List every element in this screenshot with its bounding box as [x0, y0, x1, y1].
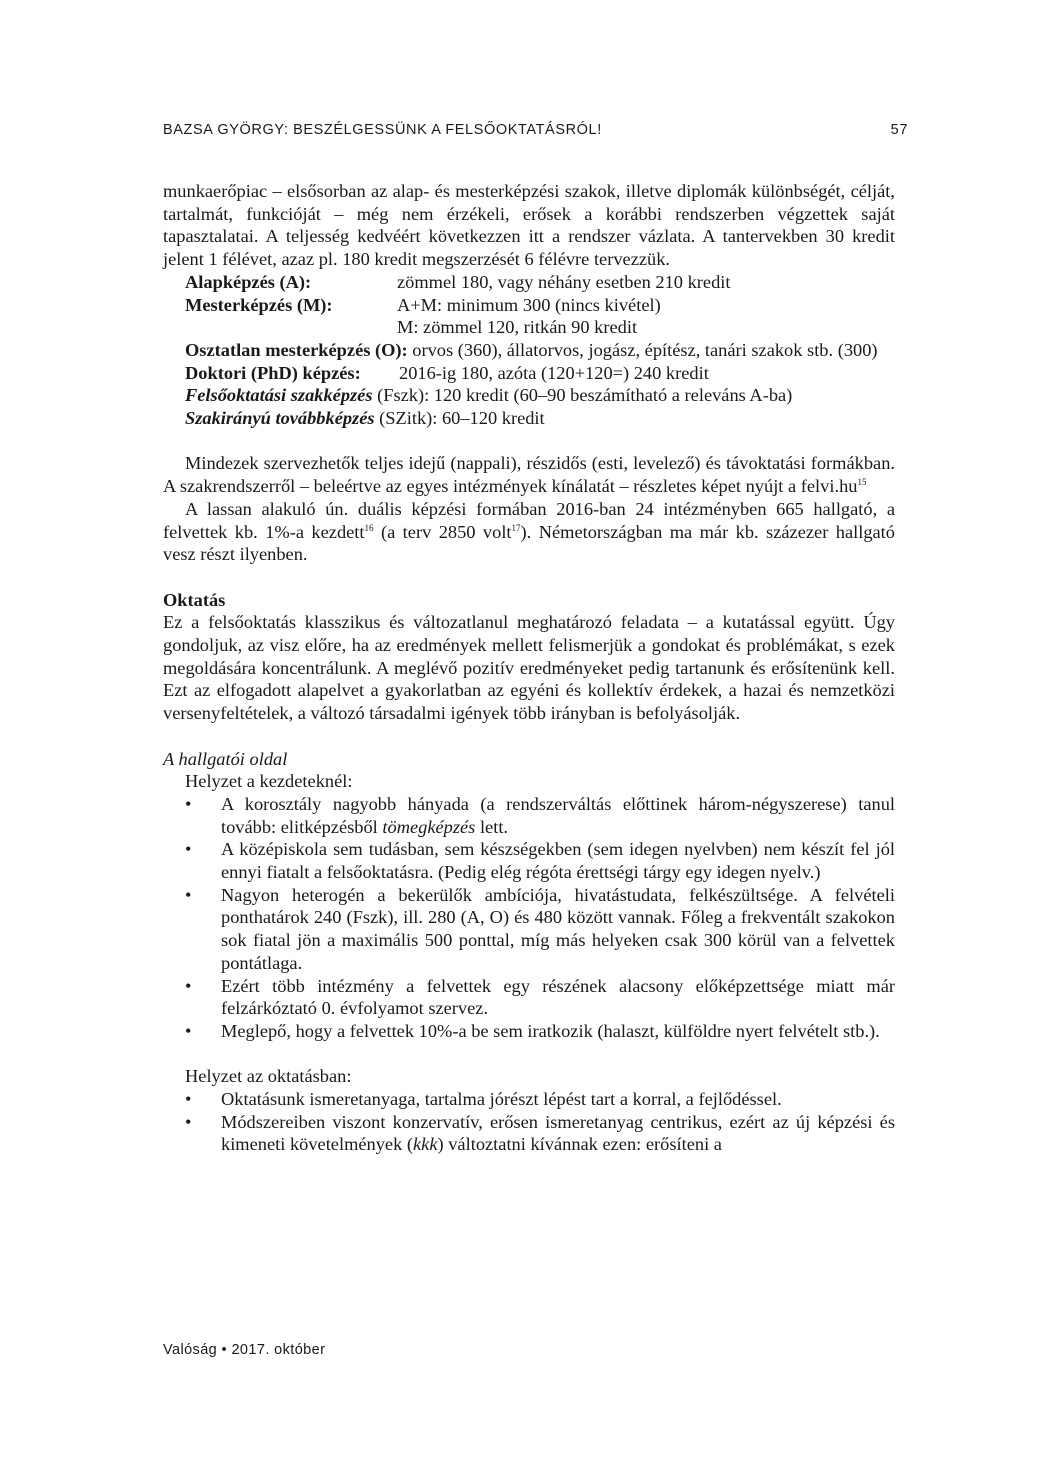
def-szitk — [163, 407, 895, 430]
section-heading-oktatas: Oktatás — [163, 589, 226, 610]
bullet-icon: • — [185, 975, 192, 996]
page-number: 57 — [890, 122, 908, 138]
list-item: • Oktatásunk ismeretanyaga, tartalma jórészt lépést tart a korral, a fejlődéssel. — [185, 1089, 782, 1110]
header-title: BAZSA GYÖRGY: BESZÉLGESSÜNK A FELSŐOKTATÁSRÓL! — [163, 122, 602, 138]
def-term: Alapképzés (A): — [185, 271, 312, 292]
oktatas-paragraph: Ez a felsőoktatás klasszikus és változatlanul meghatározó feladata – a kutatással együtt. Úgy gondoljuk, az visz előre, ha az eredmények mellett felismerjük a gondokat és problémákat, s ezek megoldására koncentrálunk. A meglévő pozitív eredményeket pedig tartanunk és erősítenünk kell. Ezt az elfogadott alapelvet a gyakorlatban az egyéni és kollektív érdekek, a hazai és nemzetközi versenyfeltételek, a változó társadalmi igények több irányban is befolyásolják. — [163, 612, 895, 724]
footnote-ref: 16 — [364, 522, 374, 533]
bullet-icon: • — [185, 1089, 192, 1110]
def-mesterkepzes-cont — [163, 316, 895, 339]
list-item: • A középiskola sem tudásban, sem készségekben (sem idegen nyelvben) nem készít fel jól ennyi fiatalt a felsőoktatásra. (Pedig elég régóta érettségi tárgy egy idegen nyelv.) — [185, 839, 895, 883]
bullet-icon: • — [185, 793, 192, 814]
def-term: Mesterképzés (M): — [185, 294, 333, 315]
footnote-ref: 17 — [511, 522, 521, 533]
bullet-icon: • — [185, 839, 192, 860]
list-item: • Nagyon heterogén a bekerülők ambíciója, hivatástudata, felkészültsége. A felvételi ponthatárok 240 (Fszk), ill. 280 (A, O) és 480 között vannak. Főleg a frekventált szakokon sok fiatal jön a maximális 500 ponttal, míg más helyeken csak 300 körül van a felvettek pontátlaga. — [185, 884, 895, 973]
subsection-heading-hallgatoi: A hallgatói oldal — [163, 748, 288, 769]
list-item: • A korosztály nagyobb hányada (a rendszerváltás előttinek három-négyszerese) tanul tovább: elitképzésből tömegképzés lett. — [185, 793, 895, 837]
list-intro: Helyzet az oktatásban: — [185, 1066, 352, 1087]
def-value: M: zömmel 120, ritkán 90 kredit — [397, 317, 638, 338]
def-term: Felsőoktatási szakképzés — [185, 385, 373, 406]
page-footer: Valóság • 2017. október — [163, 1342, 326, 1358]
dual-paragraph: A lassan alakuló ún. duális képzési formában 2016-ban 24 intézményben 665 hallgató, a felvettek kb. 1%-a kezdett$^{16}$ (a terv 2850 volt$^{17}$). Németországban ma már kb. százezer hallgató vesz részt ilyenben. — [163, 498, 895, 565]
def-value: A+M: minimum 300 (nincs kivétel) — [397, 294, 661, 315]
bullet-list-oktatas — [163, 1088, 895, 1156]
def-term: Osztatlan mesterképzés (O): — [185, 339, 408, 360]
def-doktori — [163, 362, 895, 385]
list-item: • Ezért több intézmény a felvettek egy részének alacsony előképzettsége miatt már felzárkóztató 0. évfolyamot szervez. — [185, 975, 895, 1019]
def-value: (SZitk): 60–120 kredit — [374, 408, 545, 429]
bullet-icon: • — [185, 1020, 192, 1041]
def-osztatlan — [163, 339, 895, 362]
intro-paragraph: munkaerőpiac – elsősorban az alap- és mesterképzési szakok, illetve diplomák különbségét, célját, tartalmát, funkcióját – még nem érzékeli, erősek a korábbi rendszerben végzettek saját tapasztalatai. A teljesség kedvéért következzen itt a rendszer vázlata. A tantervekben 30 kredit jelent 1 félévet, azaz pl. 180 kredit megszerzését 6 félévre tervezzük. — [163, 181, 895, 270]
def-mesterkepzes — [163, 294, 895, 317]
def-value: (Fszk): 120 kredit (60–90 beszámítható a releváns A-ba) — [372, 385, 793, 406]
def-value: zömmel 180, vagy néhány esetben 210 kredit — [397, 271, 731, 292]
def-alapkepzes — [163, 271, 895, 294]
footnote-ref: 15 — [857, 477, 867, 487]
article-body — [163, 180, 895, 1156]
bullet-list-kezdetek — [163, 793, 895, 1043]
bullet-icon: • — [185, 884, 192, 905]
def-fszk — [163, 384, 895, 407]
def-value: orvos (360), állatorvos, jogász, építész, tanári szakok stb. (300) — [407, 339, 878, 360]
running-header — [163, 122, 908, 138]
list-item: • Meglepő, hogy a felvettek 10%-a be sem iratkozik (halaszt, külföldre nyert felvételt stb.). — [185, 1020, 880, 1041]
def-term: Doktori (PhD) képzés: — [185, 362, 361, 383]
list-intro: Helyzet a kezdeteknél: — [185, 771, 353, 792]
def-term: Szakirányú továbbképzés — [185, 408, 375, 429]
def-value: 2016-ig 180, azóta (120+120=) 240 kredit — [399, 362, 709, 383]
forms-paragraph: Mindezek szervezhetők teljes idejű (nappali), részidős (esti, levelező) és távoktatási formákban. A szakrendszerről – beleértve az egyes intézmények kínálatát – részletes képet nyújt a $felvi.hu^{15}$ — [163, 453, 895, 497]
list-item: • Módszereiben viszont konzervatív, erősen ismeretanyag centrikus, ezért az új képzési és kimeneti követelmények (kkk) változtatni kívánnak ezen: erősíteni a — [185, 1111, 895, 1155]
bullet-icon: • — [185, 1111, 192, 1132]
